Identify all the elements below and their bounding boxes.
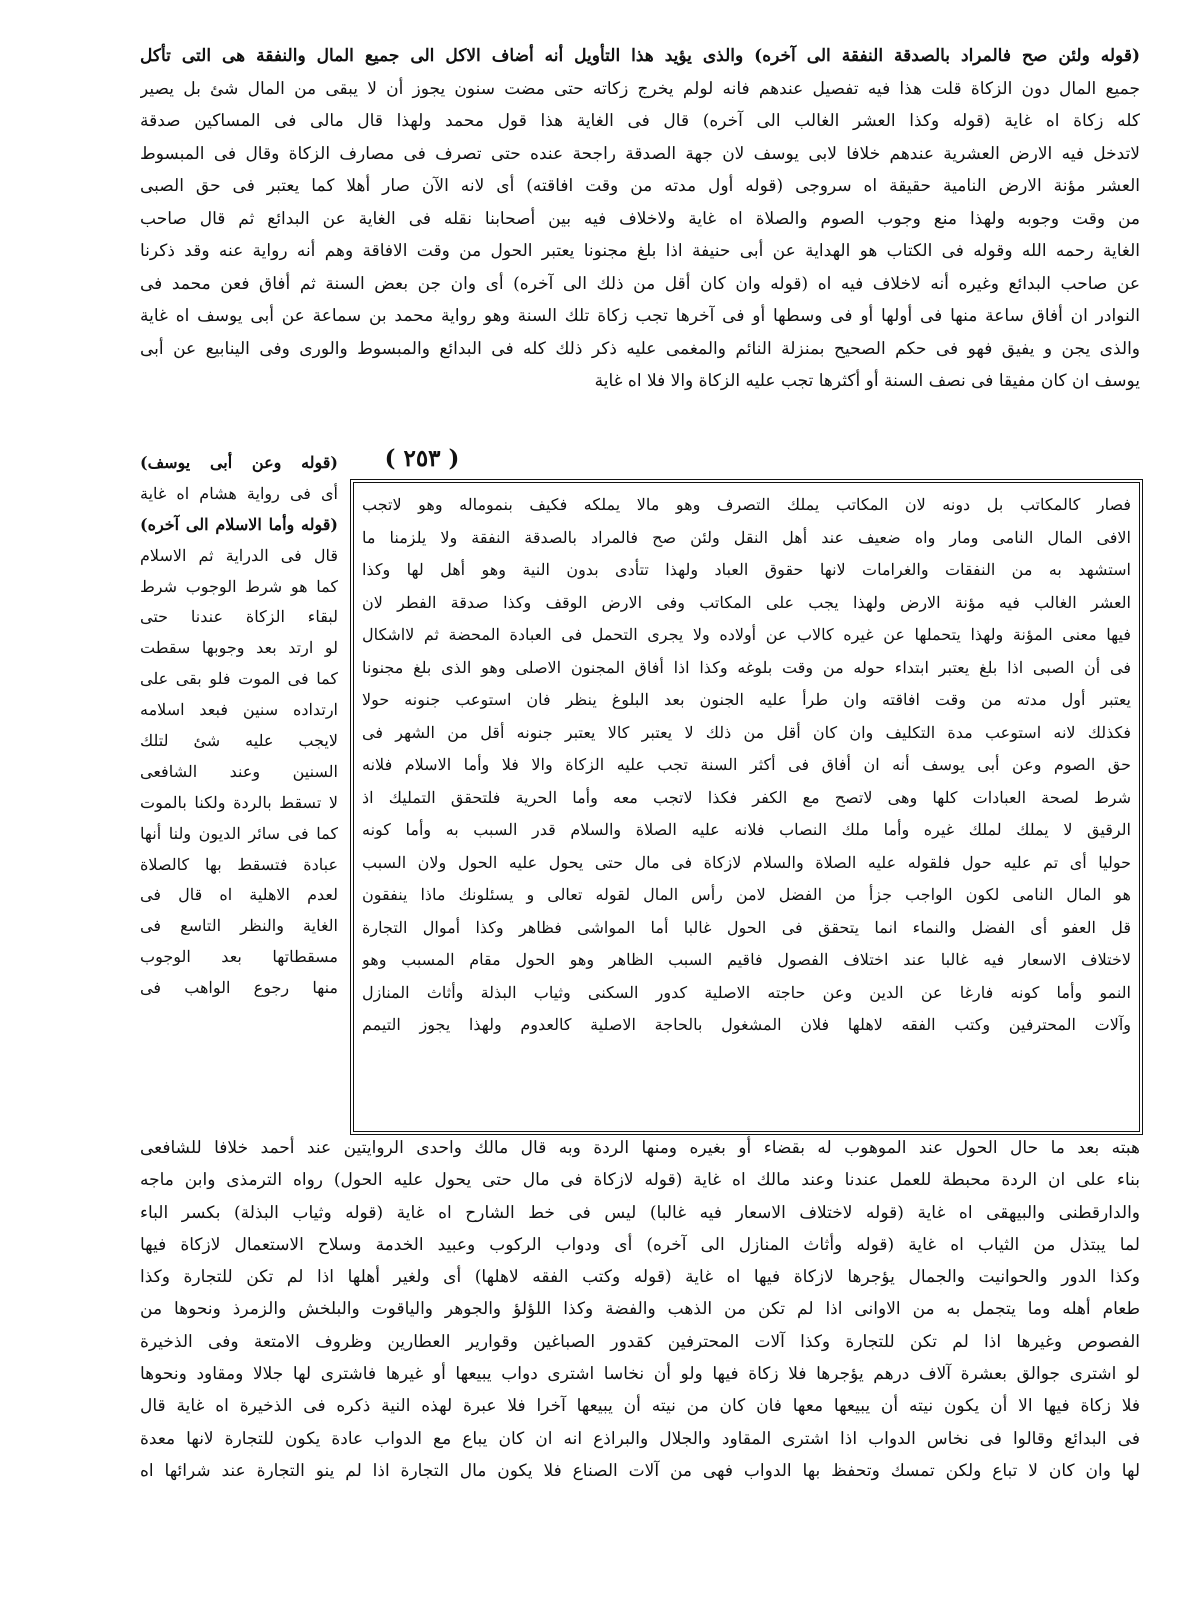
side-line: قال فى الدراية ثم الاسلام [140,545,338,565]
commentary-line: يوسف ان كان مفيقا فى نصف السنة أو أكثرها تجب عليه الزكاة والا فلا اه غاية [594,371,1140,391]
side-commentary [140,448,338,1004]
side-line: كما هو شرط الوجوب شرط [140,576,338,596]
commentary-line: الفصوص وغيرها اذا لم تكن للتجارة وكذا آلات المحترفين كقدور الصباغين وقوارير العطارين وظروف الامتعة وفى الذخيرة [140,1331,1140,1352]
side-line: مسقطاتها بعد الوجوب [140,947,338,967]
side-line: ارتداده سنين فبعد اسلامه [140,700,338,720]
side-line: (قوله وأما الاسلام الى آخره) [140,514,338,534]
side-line: لبقاء الزكاة عندنا حتى [140,607,338,627]
side-line: عبادة فتسقط بها كالصلاة [140,854,338,874]
commentary-line: جميع المال دون الزكاة قلت هذا فيه تفصيل عندهم فانه لولم يخرج زكاته حتى مضت سنون يجوز أن لا يبقى من المال شئ بل يصير [140,78,1140,99]
commentary-line: وكذا الدور والحوانيت والجمال يؤجرها لازكاة فيها اه غاية (قوله وكتب الفقه لاهلها) أى ولغير أهلها اذا لم تكن للتجارة وكذا [140,1267,1140,1288]
commentary-line: النوادر ان أفاق ساعة منها فى أولها أو فى وسطها أو فى آخرها تجب زكاة تلك السنة وهو رواية محمد بن سماعة عن أبى يوسف اه غاية [140,306,1140,326]
main-text-line: يعتبر أول مدته من وقت افاقته وان طرأ عليه الجنون بعد البلوغ ينظر فان استوعب جنونه حولا [362,690,1131,709]
commentary-line: بناء على ان الردة محبطة للعمل عندنا وعند مالك اه غاية (قوله لازكاة فى مال حتى يحول عليه الحول) رواه الترمذى وابن ماجه [140,1170,1140,1191]
top-commentary [140,40,1140,398]
commentary-line: كله زكاة اه غاية (قوله وكذا العشر الغالب الى آخره) قال فى الغاية هذا قول محمد ولهذا قال مالى فى المساكين صدقة [140,111,1140,131]
side-line: كما فى الموت فلو بقى على [140,669,338,689]
commentary-line: والدارقطنى والبيهقى اه غاية (قوله لاختلاف الاسعار فيه غالبا) ليس فى خط الشارح اه غاية (قوله وثياب البذلة) بكسر الباء [140,1202,1140,1223]
side-line: (قوله وعن أبى يوسف) [140,453,338,472]
side-line: لا تسقط بالردة ولكنا بالموت [140,792,338,812]
main-text-line: لاختلاف الاسعار فيه غالبا عند اختلاف الفصول فاقيم السبب الظاهر وهو الحول مقام المسبب وهو [362,950,1131,969]
main-text-box [350,479,1143,1135]
main-text-line: فصار كالمكاتب بل دونه لان المكاتب يملك التصرف وهو مالا يملكه فكيف بنموماله وهو لاتجب [362,495,1131,514]
commentary-line: فلا زكاة فيها الا أن يكون نيته أن يبيعها معها فان كان من نيته أن يبيعها آخرا فلا عبرة لهذه النية ذكره فى الذخيرة اه غاية قال [140,1396,1140,1417]
commentary-line: من وقت وجوبه ولهذا منع وجوب الصوم والصلاة اه غاية ولاخلاف فيه بين أصحابنا نقله فى الغاية عن البدائع ثم قال صاحب [140,208,1140,229]
main-text-line: الرقيق لا يملك لملك غيره وأما ملك النصاب فلانه عليه الصلاة والسلام قدر السبب به وأما كونه [362,820,1131,839]
side-line: الغاية والنظر التاسع فى [140,916,338,936]
page-number: ( ٢٥٣ ) [384,445,460,472]
commentary-line: طعام أهله وما يتجمل به من الاوانى اذا لم تكن من الذهب والفضة وكذا اللؤلؤ والجوهر والياقوت والبلخش والزمرذ ونحوها من [140,1299,1140,1320]
commentary-line: الغاية رحمه الله وقوله فى الكتاب هو الهداية عن أبى حنيفة اذا بلغ مجنونا يعتبر الحول من وقت الافاقة وهم أنه رواية عنه وقد ذكرنا [140,241,1140,261]
side-line: أى فى رواية هشام اه غاية [140,483,338,503]
main-text-line: وآلات المحترفين وكتب الفقه لاهلها فلان المشغول بالحاجة الاصلية كالعدوم ولهذا يجوز التيمم [362,1015,1131,1034]
side-line: السنين وعند الشافعى [140,761,338,781]
side-line: كما فى سائر الديون ولنا أنها [140,823,338,843]
commentary-line: لاتدخل فيه الارض العشرية عندهم خلافا لابى يوسف لان جهة الصدقة راجحة عنده حتى تصرف فى مصارف الزكاة وقال فى المبسوط [140,143,1140,164]
side-line: لايجب عليه شئ لتلك [140,731,338,751]
commentary-line: عن صاحب البدائع وغيره أنه لاخلاف فيه اه (قوله وان كان أقل من ذلك الى آخره) أى وان جن بعض السنة ثم أفاق فعن محمد فى [140,273,1140,294]
main-text-line: فكذلك لانه استوعب مدة التكليف وان كان أقل من ذلك لا يعتبر كالا يعتبر جنونه أقل من الشهر فى [362,722,1131,742]
main-text-line: شرط لصحة العبادات كلها وهى لاتصح مع الكفر فكذا لاتجب معه وأما الحرية فلتحقق التمليك اذ [362,787,1131,807]
main-text-line: فى أن الصبى اذا بلغ يعتبر ابتداء حوله من وقت بلوغه وكذا اذا أفاق المجنون الاصلى وهو الذى بلغ مجنونا [362,657,1131,677]
main-text-line: حوليا أى تم عليه حول فلقوله عليه الصلاة والسلام لازكاة فى مال حتى يحول عليه الحول ولان السبب [362,852,1131,872]
main-text-line: قل العفو أى الفضل والنماء انما يتحقق فى الحول غالبا أما المواشى فظاهر وكذا أموال التجارة [362,917,1131,937]
main-text-line: الافى المال النامى ومار واه ضعيف عند أهل النقل ولئن صح فالمراد بالصدقة النفقة ولا يلزمنا ما [362,527,1131,547]
commentary-line: لما يبتذل من الثياب اه غاية (قوله وأثاث المنازل الى آخره) أى ودواب الركوب وعبيد الخدمة وسلاح الاستعمال لازكاة فيها [140,1234,1140,1255]
commentary-line: هبته بعد ما حال الحول عند الموهوب له بقضاء أو بغيره ومنها الردة وبه قال مالك واحدى الروايتين عند أحمد خلافا للشافعى [140,1138,1140,1158]
commentary-line: والذى يجن و يفيق فهو فى حكم الصحيح بمنزلة النائم والمغمى عليه ذكر ذلك كله فى البدائع والمبسوط والورى وفى الينابيع عن أبى [140,338,1140,359]
main-text-line: النمو وأما كونه فارغا عن الدين وعن حاجته الاصلية كدور السكنى وثياب البذلة وأثاث المنازل [362,982,1131,1002]
commentary-line: فى البدائع وقالوا فى نخاس الدواب اذا اشترى المقاود والجلال والبراذع انه ان كان يباع مع الدواب عادة يكون للتجارة لانها معدة [140,1428,1140,1449]
commentary-line: العشر مؤنة الارض النامية حقيقة اه سروجى (قوله أول مدته من وقت افاقته) أى لانه الآن صار أهلا كما يعتبر فى حق الصبى [140,176,1140,196]
commentary-line: (قوله ولئن صح فالمراد بالصدقة النفقة الى آخره) والذى يؤيد هذا التأويل أنه أضاف الاكل الى جميع المال والنفقة هى التى تأكل [140,46,1140,66]
side-line: لعدم الاهلية اه قال فى [140,885,338,905]
main-text-line: هو المال النامى لكون الواجب جزأ من الفضل لامن رأس المال لقوله تعالى و يسئلونك ماذا ينفقون [362,885,1131,904]
commentary-line: لها وان كان لا تباع ولكن تمسك وتحفظ بها الدواب فهى من آلات الصناع فلا يكون مال التجارة اذا لم ينو التجارة عند شرائها اه [140,1460,1140,1481]
bottom-commentary [140,1132,1140,1487]
main-text-line: فيها معنى المؤنة ولهذا يتحملها عن غيره كالاب عن أولاده ولا يجرى التحمل فى العبادة المحضة ثم لااشكال [362,625,1131,644]
side-line: لو ارتد بعد وجوبها سقطت [140,638,338,658]
side-line: منها رجوع الواهب فى [140,978,338,998]
main-text-line: استشهد به من النفقات والغرامات لانها حقوق العباد ولهذا تتأدى بدون النية وهو أهل لها وكذا [362,560,1131,579]
commentary-line: لو اشترى جوالق بعشرة آلاف درهم يؤجرها فلا زكاة فيها ولو أن نخاسا اشترى دواب يبيعها أو غيرها فاشترى لها جلالا ومقاود ونحوها [140,1364,1140,1385]
main-text-line: حق الصوم وعن أبى يوسف أنه ان أفاق فى أكثر السنة تجب عليه الزكاة والا فلا وأما الاسلام فلانه [362,755,1131,774]
main-text-line: العشر الغالب فيه مؤنة الارض ولهذا يجب على المكاتب وفى الارض الوقف وكذا صدقة الفطر لان [362,592,1131,612]
